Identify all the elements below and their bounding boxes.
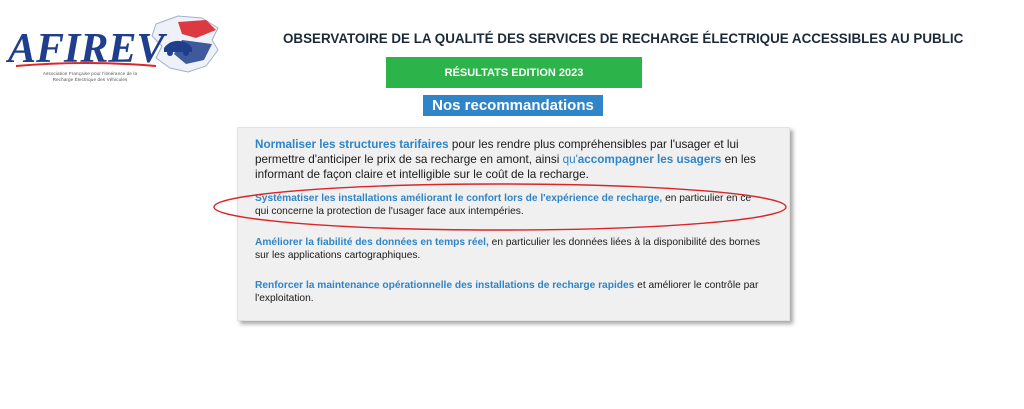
recommendations-card [237,127,790,321]
logo-tagline-line1: Association Française pour l'itinérance de la [42,71,138,76]
recommendation-4-highlight: Renforcer la maintenance opérationnelle des installations de recharge rapides [255,280,635,291]
recommendation-1-highlight-2: accompagner les usagers [577,153,722,166]
logo-tagline [20,71,160,82]
recommendation-3-text: en particulier les données liées à la disponibilité des bornes sur les applications cartographiques. [255,237,761,261]
recommendation-3-highlight: Améliorer la fiabilité des données en temps réel, [255,237,489,248]
recommendation-3 [255,236,767,262]
afirev-wordmark: AFIREV [8,26,165,72]
page-title: OBSERVATOIRE DE LA QUALITÉ DES SERVICES DE RECHARGE ÉLECTRIQUE ACCESSIBLES AU PUBLIC [283,31,964,46]
recommendation-2 [255,192,767,218]
recommendation-1 [255,137,767,182]
recommendation-1-highlight: Normaliser les structures tarifaires [255,138,449,151]
recommendation-4 [255,279,767,305]
recommendation-4-text: et améliorer le contrôle par l'exploitation. [255,280,759,304]
logo-tagline-line2: Recharge Électrique des Véhicules [52,76,128,82]
recommendation-2-text: en particulier en ce qui concerne la protection de l'usager face aux intempéries. [255,193,752,217]
recommendation-1-highlight-light: qu' [562,153,578,166]
recommendation-1-text-a: pour les rendre plus compréhensibles par l'usager et lui permettre d'anticiper le prix de sa recharge en amont, ainsi [255,138,739,166]
edition-banner: RÉSULTATS EDITION 2023 [386,57,642,88]
recommendations-banner: Nos recommandations [423,95,603,116]
recommendation-1-text-b: en les informant de façon claire et intelligible sur le coût de la recharge. [255,153,756,181]
recommendation-2-highlight: Systématiser les installations améliorant le confort lors de l'expérience de recharge, [255,193,663,204]
